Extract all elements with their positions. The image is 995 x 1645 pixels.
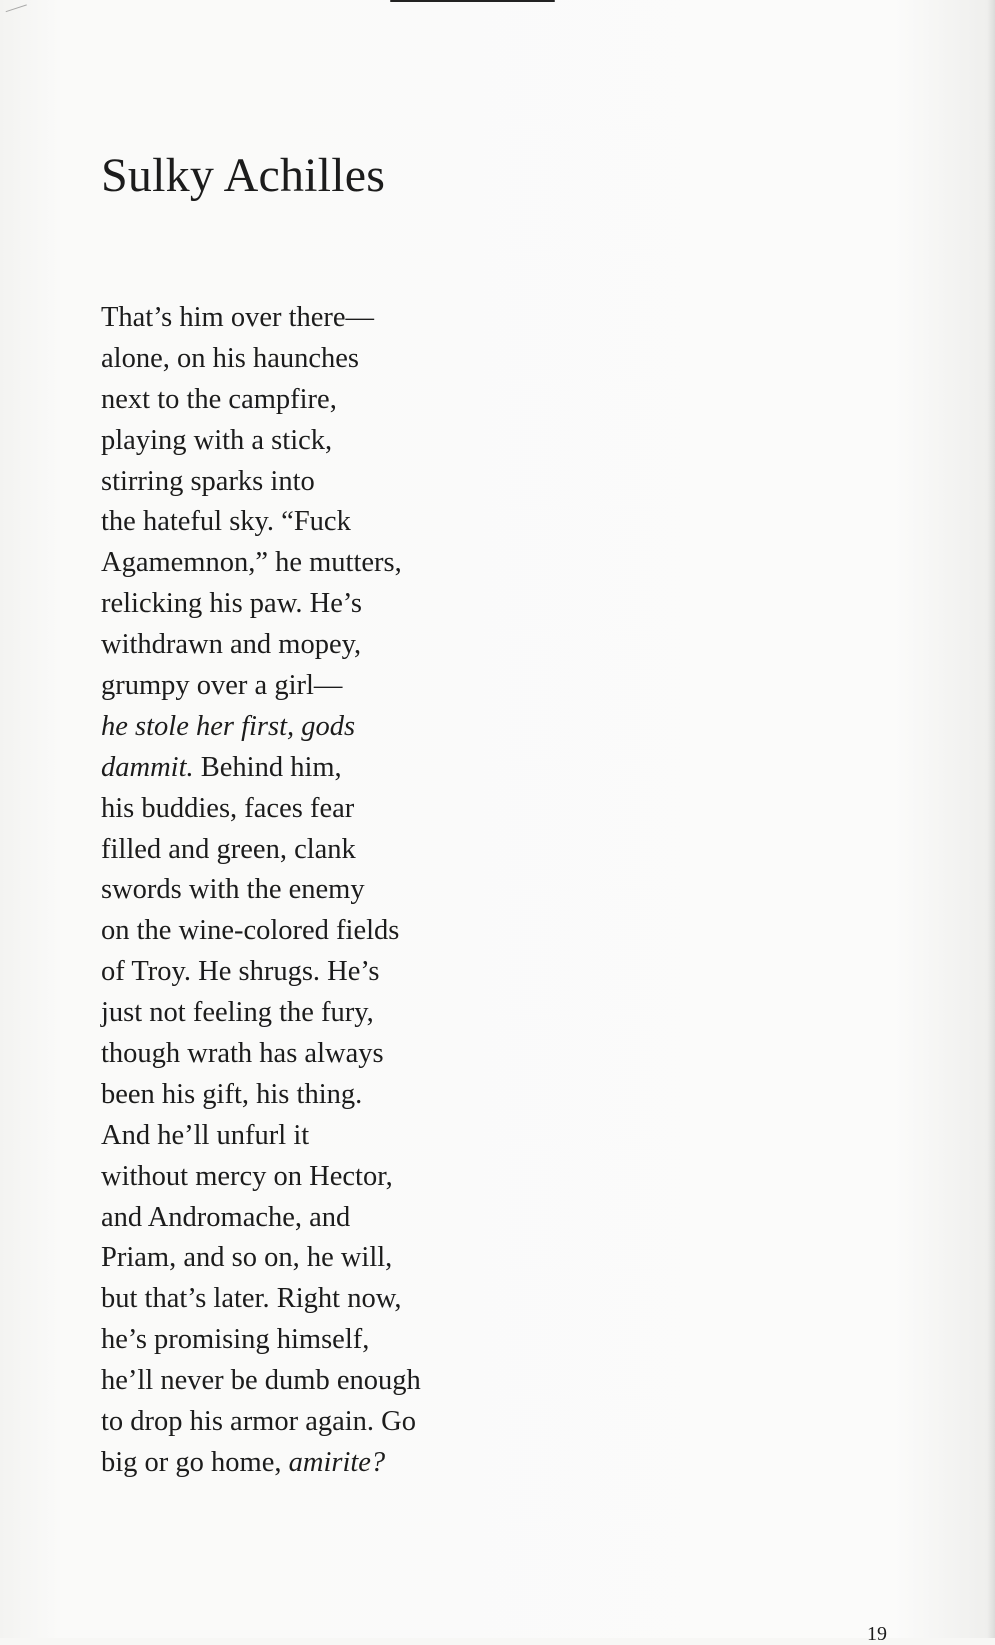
poem-line: relicking his paw. He’s	[101, 588, 362, 620]
poem-line	[101, 1443, 421, 1484]
page-number: 19	[867, 1623, 887, 1645]
poem-line: and Andromache, and	[101, 1201, 351, 1233]
poem-body	[101, 298, 421, 1484]
poem-line: Agamemnon,” he mutters,	[101, 547, 402, 579]
poem-line: he’s promising himself,	[101, 1324, 370, 1356]
poem-line: he’ll never be dumb enough	[101, 1365, 421, 1397]
poem-line: on the wine-colored fields	[101, 915, 400, 947]
poem-line: just not feeling the fury,	[101, 997, 374, 1029]
poem-line: to drop his armor again. Go	[101, 1406, 417, 1438]
poem-phrase: Behind him,	[200, 751, 342, 783]
poem-line: stirring sparks into	[101, 465, 315, 497]
poem-line: Priam, and so on, he will,	[101, 1242, 393, 1274]
poem-line: been his gift, his thing.	[101, 1078, 363, 1110]
poem-italic-phrase: amirite?	[288, 1446, 386, 1478]
poem-line: without mercy on Hector,	[101, 1160, 393, 1192]
poem-line: grumpy over a girl—	[101, 670, 343, 702]
poem-line: next to the campfire,	[101, 383, 337, 415]
poem-line: withdrawn and mopey,	[101, 629, 362, 661]
poem-line: filled and green, clank	[101, 833, 356, 865]
poem-italic-phrase: dammit.	[101, 751, 194, 783]
poem-phrase: big or go home,	[101, 1446, 282, 1478]
poem-line	[101, 748, 421, 789]
poem-line: of Troy. He shrugs. He’s	[101, 956, 380, 988]
poem-line: And he’ll unfurl it	[101, 1119, 310, 1151]
poem-line: That’s him over there—	[101, 302, 375, 333]
poem-line: his buddies, faces fear	[101, 792, 355, 824]
page-edge-shadow	[987, 0, 995, 1638]
poem-line: but that’s later. Right now,	[101, 1283, 402, 1315]
poem-line: alone, on his haunches	[101, 342, 360, 374]
poem-title: Sulky Achilles	[101, 149, 386, 202]
poem-line: swords with the enemy	[101, 874, 365, 906]
poem-line: he stole her first, gods	[101, 710, 356, 742]
top-rule	[390, 0, 555, 2]
poem-line: the hateful sky. “Fuck	[101, 506, 351, 538]
poem-line: though wrath has always	[101, 1038, 384, 1070]
poem-line: playing with a stick,	[101, 424, 333, 456]
corner-mark	[3, 0, 27, 12]
